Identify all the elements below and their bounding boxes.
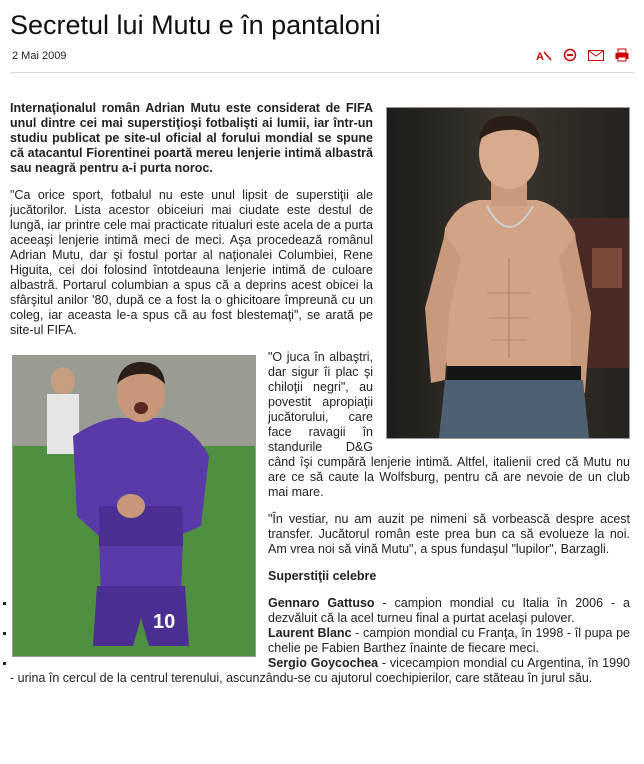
person-description: - campion mondial cu Franţa, în 1998 - îl pupa pe chelie pe Fabien Barthez înainte de fiecare meci. xyxy=(268,626,630,655)
email-icon[interactable] xyxy=(588,48,604,62)
article-body xyxy=(10,101,630,686)
person-name: Laurent Blanc xyxy=(268,626,352,640)
article-paragraph: "Ca orice sport, fotbalul nu este unul lipsit de superstiţii ale jucătorilor. Lista acestor obiceiuri mai ciudate este destul de lungă, iar printre cele mai practicate ritualuri este acela de a purta aceeaşi lenjerie intimă meci de meci. Aşa procedează românul Adrian Mutu, dar şi fostul portar al naţionalei Columbiei, Rene Higuita, cei doi folosind întotdeauna lenjerie intimă de culoare albastră. Portarul columbian a spus că a deprins acest obicei la sfârşitul anilor '80, după ce a fost la o ghicitoare împreună cu un coleg, iar aceasta le-a spus că au fost blestemaţi", se arată pe site-ul FIFA. xyxy=(10,188,373,337)
list-item xyxy=(10,596,630,626)
article-date: 2 Mai 2009 xyxy=(12,50,67,62)
shirtless-player-photo xyxy=(386,107,630,439)
svg-text:A: A xyxy=(536,50,544,62)
font-size-icon[interactable] xyxy=(536,48,552,62)
section-heading: Superstiţii celebre xyxy=(268,569,377,583)
print-friendly-icon[interactable] xyxy=(562,48,578,62)
list-item xyxy=(10,656,630,686)
article-lead: Internaţionalul român Adrian Mutu este considerat de FIFA unul dintre cei mai superstiţioşi fotbalişti ai lumii, iar într-un studiu publicat pe site-ul oficial al forului mondial se spune că atacantul Fiorentinei poartă mereu lenjerie intimă albastră sau neagră pentru a-i purta noroc. xyxy=(10,101,373,175)
header-divider xyxy=(10,72,634,73)
person-name: Gennaro Gattuso xyxy=(268,596,375,610)
person-description: - campion mondial cu Italia în 2006 - a dezvăluit că la acel turneu final a purtat acelaşi pulover. xyxy=(268,596,630,625)
person-description: - vicecampion mondial cu Argentina, în 1990 - urina în cercul de la centrul terenului, ascunzându-se cu ajutorul coechipierilor, care stăteau în jurul său. xyxy=(10,656,630,685)
svg-text:10: 10 xyxy=(153,611,176,633)
article-paragraph: "O juca în albaştri, dar sigur îi plac şi chiloţii negri", au povestit apropiaţii jucătorului, care face ravagii în standurile D&G când îşi cumpără lenjerie intimă. Altfel, italienii cred că Mutu nu are ce să caute la Wolfsburg, pentru că are nevoie de un club mai mare. xyxy=(268,350,630,499)
list-item xyxy=(10,626,630,656)
article-paragraph: "În vestiar, nu am auzit pe nimeni să vorbească despre acest transfer. Jucătorul român este prea bun ca să evolueze la noi. Am vrea noi să vină Mutu", a spus fundaşul "lupilor", Barzagli. xyxy=(268,512,630,556)
article-title: Secretul lui Mutu e în pantaloni xyxy=(10,10,381,40)
print-icon[interactable] xyxy=(614,48,630,62)
person-name: Sergio Goycochea xyxy=(268,656,379,670)
article-toolbar xyxy=(536,48,630,62)
superstitions-list xyxy=(10,596,630,686)
